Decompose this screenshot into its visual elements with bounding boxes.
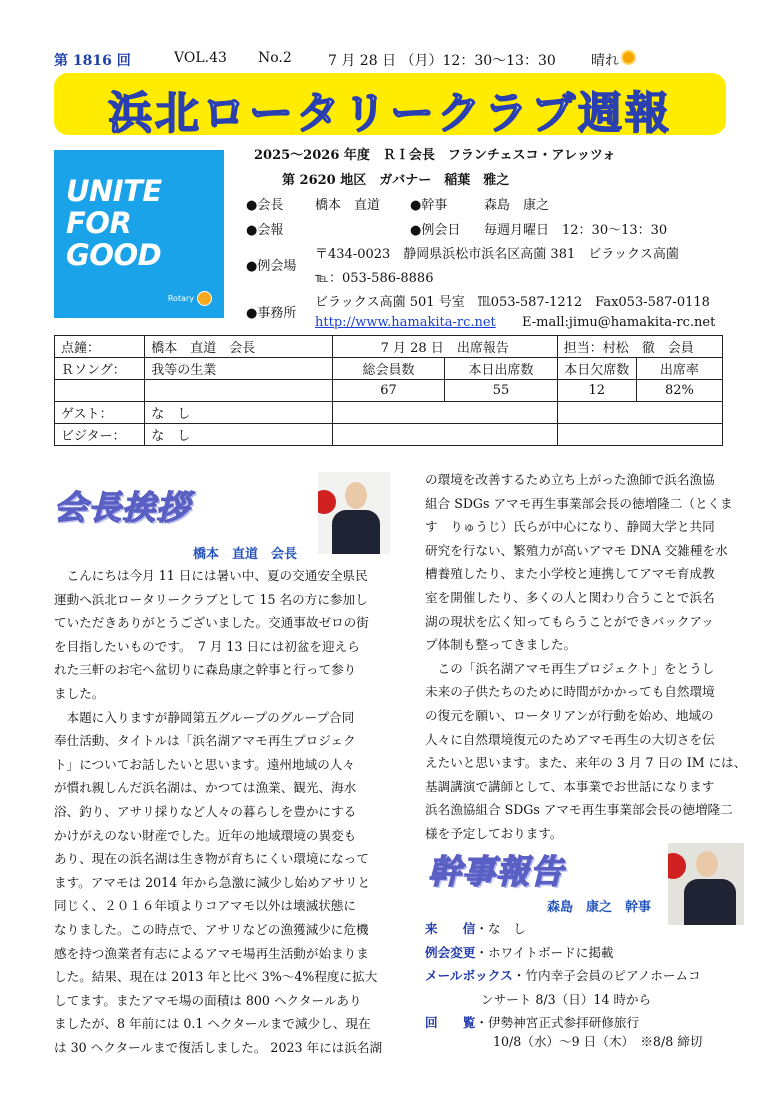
text-line: ていただきありがとうございました。交通事故ゼロの街: [54, 615, 369, 631]
report-label: 例会変更: [425, 944, 476, 960]
person-head: [345, 482, 367, 509]
report-text: ・伊勢神宮正式参拝研修旅行: [475, 1015, 640, 1031]
report-item: [425, 1035, 702, 1049]
venue-phone: ℡：053-586-8886: [315, 271, 434, 286]
secretary-report-items: [425, 917, 702, 1049]
report-label: メールボックス: [425, 968, 513, 984]
report-item: [425, 917, 702, 941]
text-line: 浜名漁協組合 SDGs アマモ再生事業部会長の徳増隆二: [425, 802, 733, 818]
report-item: [425, 988, 702, 1012]
table-row: [55, 336, 723, 358]
report-label: 回 覧: [425, 1015, 476, 1031]
table-row: [55, 380, 723, 402]
table-header: 出席率: [636, 358, 722, 380]
rotary-wheel-icon: [197, 291, 212, 306]
weather: [591, 50, 619, 70]
text-line: ました。: [54, 685, 105, 701]
issue-number: No.2: [258, 50, 292, 66]
text-line: 人々に自然環境復元のためアマモ再生の大切さを伝: [425, 731, 715, 747]
text-line: ます。アマモは 2014 年から急激に減少し始めアサリと: [54, 874, 371, 890]
visitor-value: な し: [145, 424, 333, 446]
rotary-mark: [168, 291, 212, 306]
logo-line: GOOD: [66, 238, 162, 272]
text-line: 基調講演で講師として、本事業でお世話になります: [425, 778, 715, 794]
report-item: [425, 964, 702, 988]
text-line: れた三軒のお宅へ盆切りに森島康之幹事と行って参り: [54, 662, 357, 678]
text-line: 槽養殖したり、また小学校と連携してアマモ育成教: [425, 566, 715, 582]
sun-icon: [623, 52, 634, 63]
president-greeting-left-column: [54, 564, 394, 1059]
secretary-report-name: 森島 康之 幹事: [547, 900, 652, 915]
secretary-photo: [668, 843, 744, 925]
report-item: [425, 941, 702, 965]
text-line: 湖の現状を広く知ってもらうことができバックアッ: [425, 613, 714, 629]
guest-value: な し: [145, 402, 333, 424]
title-banner: [54, 73, 726, 139]
meeting-number: 第 1816 回: [54, 53, 131, 69]
absent-count: 12: [557, 380, 636, 402]
table-header: 総会員数: [332, 358, 445, 380]
president-greeting-heading: 会長挨拶: [54, 488, 190, 527]
report-text: ・竹内幸子会員のピアノホームコ: [512, 968, 701, 984]
text-line: 同じく、２０１６年頃よりコアマモ以外は壊滅状態に: [54, 898, 356, 914]
secretary-label: ●幹事: [410, 198, 448, 213]
logo-line: UNITE: [66, 174, 162, 208]
venue-label: ●例会場: [246, 259, 297, 274]
empty-cell: [145, 380, 333, 402]
weather-label: 晴れ: [591, 53, 619, 69]
empty-cell: [557, 424, 722, 446]
text-line: は 30 ヘクタールまで復活しました。 2023 年には浜名湖: [54, 1039, 383, 1055]
president-greeting-right-column: [425, 468, 745, 846]
text-line: が慣れ親しんだ浜名湖は、かつては漁業、観光、海水: [54, 780, 357, 796]
meeting-date: 7 月 28 日 （月）12：30～13：30: [328, 53, 556, 69]
report-charge: 担当：村松 徹 会員: [557, 336, 722, 358]
rotary-brand: Rotary: [167, 294, 194, 303]
text-line: こんにちは今月 11 日には暑い中、夏の交通安全県民: [54, 568, 368, 583]
secretary-name: 森島 康之: [484, 198, 550, 213]
text-line: プ体制も整ってきました。: [425, 637, 577, 653]
text-line: 様を予定しております。: [425, 825, 563, 841]
text-line: 奉仕活動、タイトルは「浜名湖アマモ再生プロジェク: [54, 733, 356, 749]
venue-address: 〒434-0023 静岡県浜松市浜名区高薗 381 ビラックス高薗: [315, 247, 679, 262]
empty-cell: [332, 402, 557, 424]
text-line: 研究を行ない、繁殖力が高いアマモ DNA 交雑種を水: [425, 542, 728, 558]
table-row: [55, 424, 723, 446]
bell-label: 点鐘：: [55, 336, 145, 358]
text-line: 室を開催したり、多くの人と関わり合うことで浜名: [425, 589, 715, 605]
report-text: 10/8（水）～9 日（木） ※8/8 締切: [493, 1033, 703, 1049]
song-label: Ｒソング：: [55, 358, 145, 380]
present-count: 55: [445, 380, 558, 402]
visitor-label: ビジター：: [55, 424, 145, 446]
text-line: の復元を願い、ロータリアンが行動を始め、地域の: [425, 707, 714, 723]
text-line: なりました。この時点で、アサリなどの漁獲減少に危機: [54, 921, 369, 937]
report-text: ・な し: [475, 921, 526, 936]
text-line: してます。またアマモ場の面積は 800 ヘクタールあり: [54, 992, 362, 1008]
table-header: 本日欠席数: [557, 358, 636, 380]
empty-cell: [55, 380, 145, 402]
report-text: ・ホワイトボードに掲載: [475, 944, 614, 960]
issue-header: [54, 46, 734, 70]
person-head: [696, 851, 718, 877]
text-line: 組合 SDGs アマモ再生事業部会長の徳増隆二（とくま: [425, 495, 733, 511]
person-body: [332, 510, 380, 554]
president-label: ●会長: [246, 198, 284, 213]
text-line: えたいと思います。また、来年の 3 月 7 日の IM には、: [425, 755, 747, 771]
secretary-report-heading: 幹事報告: [428, 852, 564, 891]
text-line: 本題に入りますが静岡第五グループのグループ合同: [54, 709, 355, 725]
logo-text: [66, 175, 162, 271]
report-text: ンサート 8/3（日）14 時から: [481, 991, 652, 1007]
report-title: 7 月 28 日 出席報告: [332, 336, 557, 358]
report-item: [425, 1011, 702, 1035]
district-governor-line: 第 2620 地区 ガバナー 稲葉 雅之: [282, 173, 510, 188]
text-line: 感を持つ漁業者有志によるアマモ場再生活動が始まりま: [54, 945, 369, 961]
text-line: かけがえのない財産でした。近年の地域環境の異変も: [54, 827, 357, 843]
empty-cell: [557, 402, 722, 424]
president-greeting-name: 橋本 直道 会長: [193, 547, 298, 562]
text-line: あり、現在の浜名湖は生き物が育ちにくい環境になって: [54, 851, 369, 867]
text-line: 未来の子供たちのために時間がかかっても自然環境: [425, 684, 715, 700]
volume: VOL.43: [174, 50, 227, 66]
newsletter-title: 浜北ロータリークラブ週報: [108, 88, 672, 139]
total-members: 67: [332, 380, 445, 402]
meeting-day: 毎週月曜日 12：30～13：30: [484, 223, 668, 238]
empty-cell: [332, 424, 557, 446]
attendance-rate: 82%: [636, 380, 722, 402]
bell-value: 橋本 直道 会長: [145, 336, 333, 358]
bulletin-label: ●会報: [246, 223, 284, 238]
table-row: [55, 358, 723, 380]
text-line: す りゅうじ）氏らが中心になり、静岡大学と共同: [425, 519, 715, 535]
text-line: ましたが、8 年前には 0.1 ヘクタールまで減少し、現在: [54, 1016, 371, 1032]
text-line: この「浜名湖アマモ再生プロジェクト」をとうし: [425, 660, 715, 676]
text-line: ト」についてお話したいと思います。遠州地域の人々: [54, 756, 355, 772]
meeting-day-label: ●例会日: [410, 223, 461, 238]
attendance-table: [54, 335, 723, 446]
text-line: の環境を改善するため立ち上がった漁師で浜名漁協: [425, 472, 715, 487]
song-value: 我等の生業: [145, 358, 333, 380]
table-row: [55, 402, 723, 424]
report-label: 来 信: [425, 921, 476, 936]
website-link[interactable]: http://www.hamakita-rc.net: [315, 315, 496, 330]
unite-for-good-logo: [54, 150, 224, 318]
president-name: 橋本 直道: [315, 198, 381, 213]
text-line: した。結果、現在は 2013 年と比べ 3%～4%程度に拡大: [54, 969, 378, 985]
office-label: ●事務所: [246, 306, 297, 321]
email-address: E-mall:jimu@hamakita-rc.net: [522, 315, 716, 330]
office-address: ビラックス高薗 501 号室 ℡053-587-1212 Fax053-587-0118: [315, 295, 710, 310]
text-line: 浴、釣り、アサリ採りなど人々の暮らしを豊かにする: [54, 803, 357, 819]
logo-line: FOR: [66, 206, 132, 240]
text-line: を目指したいものです。 7 月 13 日には初盆を迎えら: [54, 638, 360, 654]
president-photo: [318, 472, 390, 554]
ri-president-line: 2025～2026 年度 ＲＩ会長 フランチェスコ・アレッツォ: [254, 148, 616, 163]
table-header: 本日出席数: [445, 358, 558, 380]
guest-label: ゲスト：: [55, 402, 145, 424]
text-line: 運動へ浜北ロータリークラブとして 15 名の方に参加し: [54, 591, 368, 607]
